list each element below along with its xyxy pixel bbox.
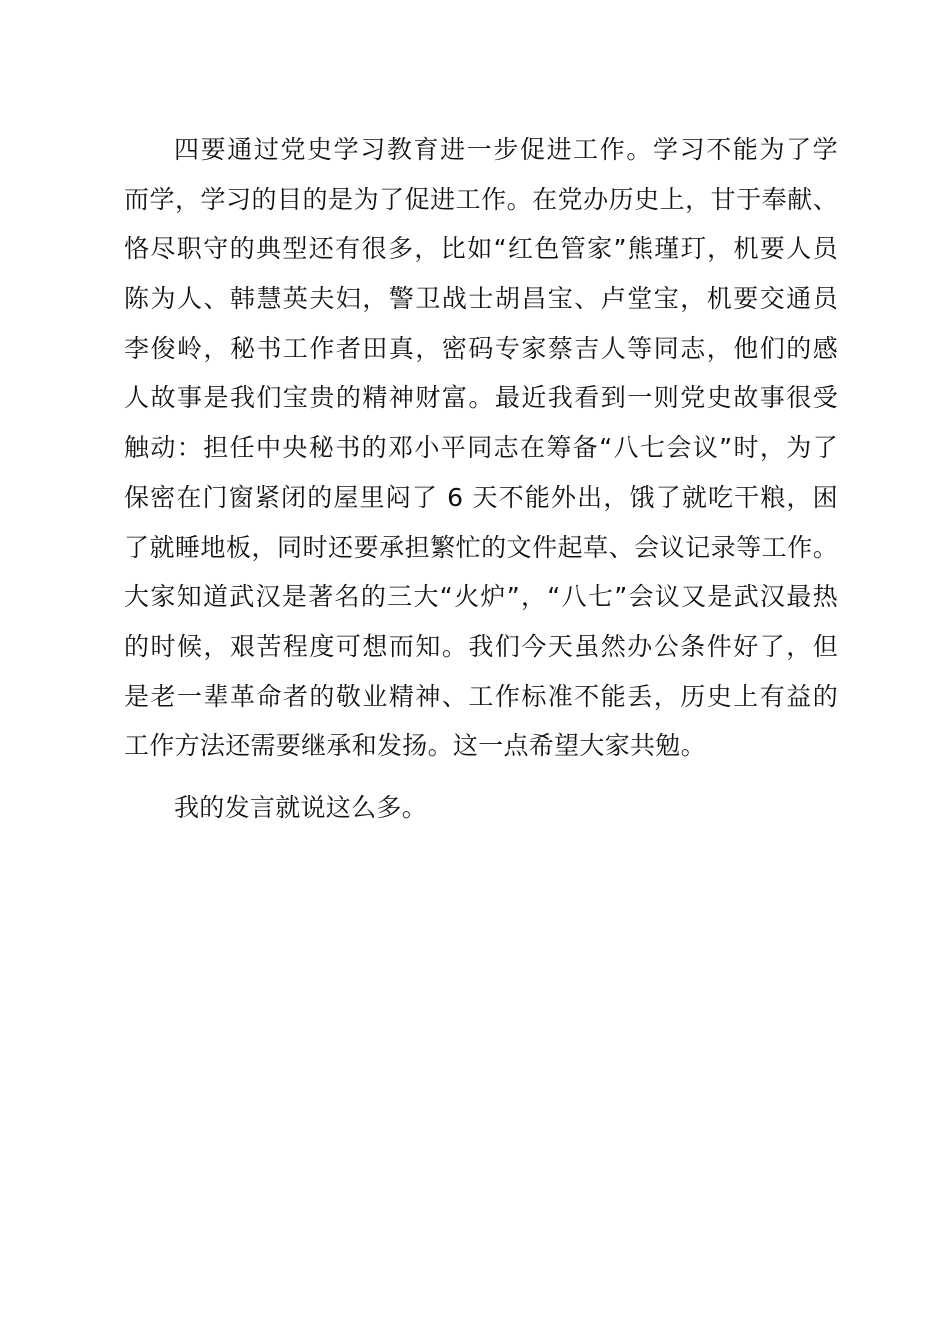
paragraph-line: 保密在门窗紧闭的屋里闷了 6 天不能外出，饿了就吃干粮，困 [124, 482, 838, 512]
paragraph-work-promotion [124, 130, 838, 776]
paragraph-line: 人故事是我们宝贵的精神财富。最近我看到一则党史故事很受 [124, 383, 838, 413]
paragraph-line: 了就睡地板，同时还要承担繁忙的文件起草、会议记录等工作。 [124, 532, 838, 562]
paragraph-line: 工作方法还需要继承和发扬。这一点希望大家共勉。 [124, 731, 706, 761]
paragraph-line: 恪尽职守的典型还有很多，比如“红色管家”熊瑾玎，机要人员 [124, 234, 838, 264]
paragraph-line: 陈为人、韩慧英夫妇，警卫战士胡昌宝、卢堂宝，机要交通员 [124, 284, 838, 314]
paragraph-line: 而学，学习的目的是为了促进工作。在党办历史上，甘于奉献、 [124, 184, 838, 214]
paragraph-line: 四要通过党史学习教育进一步促进工作。学习不能为了学 [174, 135, 838, 164]
paragraph-closing [124, 788, 838, 838]
paragraph-line: 大家知道武汉是著名的三大“火炉”，“八七”会议又是武汉最热 [124, 582, 838, 612]
paragraph-line: 我的发言就说这么多。 [174, 793, 428, 822]
paragraph-line: 是老一辈革命者的敬业精神、工作标准不能丢，历史上有益的 [124, 681, 838, 711]
paragraph-line: 触动：担任中央秘书的邓小平同志在筹备“八七会议”时，为了 [124, 433, 838, 463]
paragraph-line: 李俊岭，秘书工作者田真，密码专家蔡吉人等同志，他们的感 [124, 333, 838, 363]
paragraph-line: 的时候，艰苦程度可想而知。我们今天虽然办公条件好了，但 [124, 631, 838, 661]
